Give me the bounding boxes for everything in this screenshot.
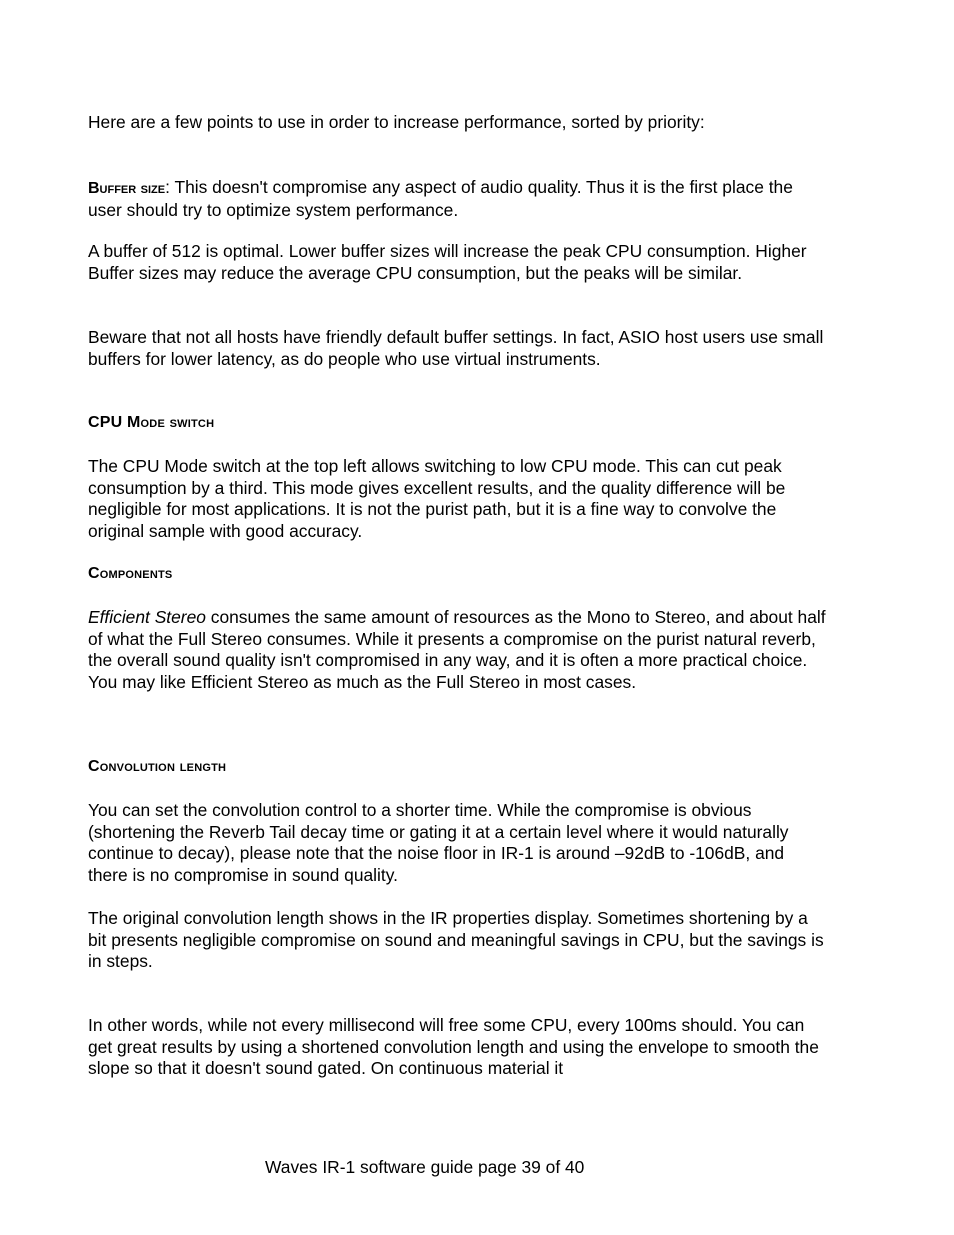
buffer-size-heading: Buffer size: [88, 180, 166, 197]
convolution-length-paragraph-1: You can set the convolution control to a shorter time. While the compromise is obvious (shortening the Reverb Tail decay time or gating it at a certain level where it would naturally continue to decay), please note that the noise floor in IR-1 is around –92dB to -106dB, and there is no compromise in sound quality.: [88, 800, 789, 885]
convolution-length-heading: Convolution length: [88, 758, 227, 775]
convolution-length-paragraph-3: In other words, while not every millisecond will free some CPU, every 100ms should. You can get great results by using a shortened convolution length and using the envelope to smooth the slope so that it doesn't sound gated. On continuous material it: [88, 1015, 819, 1079]
cpu-mode-heading: CPU Mode switch: [88, 414, 215, 431]
buffer-size-text: : This doesn't compromise any aspect of audio quality. Thus it is the first place the user should try to optimize system performance.: [88, 177, 793, 220]
convolution-length-paragraph-2: The original convolution length shows in the IR properties display. Sometimes shortening by a bit presents negligible compromise on sound and meaningful savings in CPU, but the savings is in steps.: [88, 908, 824, 972]
page-footer: Waves IR-1 software guide page 39 of 40: [265, 1157, 585, 1177]
efficient-stereo-term: Efficient Stereo: [88, 607, 206, 627]
components-heading: Components: [88, 565, 173, 582]
buffer-optimal-paragraph: A buffer of 512 is optimal. Lower buffer sizes will increase the peak CPU consumption. Higher Buffer sizes may reduce the average CPU consumption, but the peaks will be similar.: [88, 241, 807, 283]
cpu-mode-paragraph: The CPU Mode switch at the top left allows switching to low CPU mode. This can cut peak consumption by a third. This mode gives excellent results, and the quality difference will be negligible for most applications. It is not the purist path, but it is a fine way to convolve the original sample with good accuracy.: [88, 456, 786, 541]
components-text: consumes the same amount of resources as the Mono to Stereo, and about half of what the Full Stereo consumes. While it presents a compromise on the purist natural reverb, the overall sound quality isn't compromised in any way, and it is often a more practical choice. You may like Efficient Stereo as much as the Full Stereo in most cases.: [88, 607, 826, 692]
intro-paragraph: Here are a few points to use in order to increase performance, sorted by priority:: [88, 112, 705, 132]
components-paragraph: [88, 607, 828, 693]
buffer-size-paragraph: [88, 177, 828, 221]
buffer-hosts-paragraph: Beware that not all hosts have friendly default buffer settings. In fact, ASIO host users use small buffers for lower latency, as do people who use virtual instruments.: [88, 327, 824, 369]
